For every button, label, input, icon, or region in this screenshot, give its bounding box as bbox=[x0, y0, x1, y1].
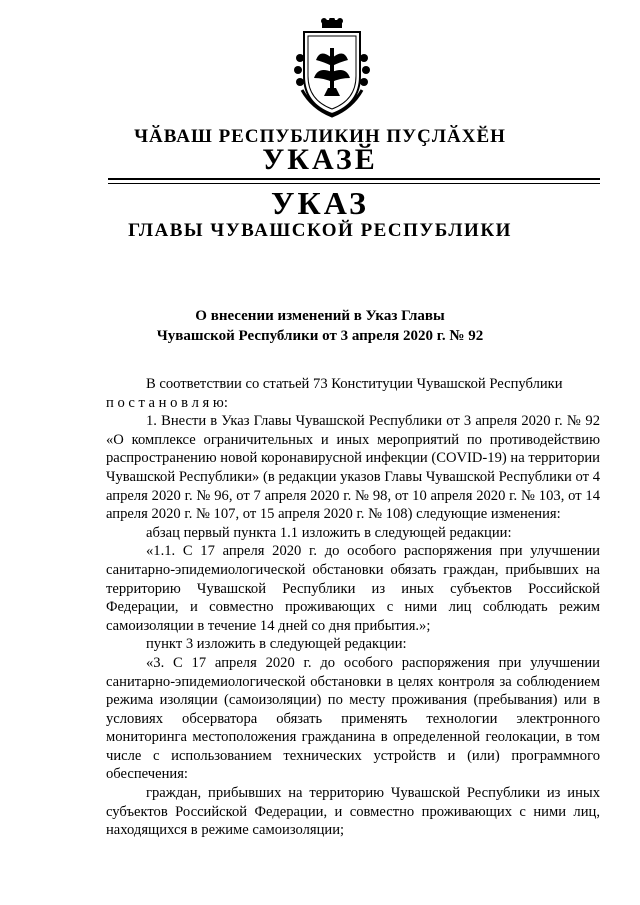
document-body bbox=[106, 375, 600, 840]
paragraph-item-3-citizens: граждан, прибывших на территорию Чувашской Республики из иных субъектов Российской Федерации, и совместно проживающих с ними лиц, находящихся в режиме самоизоляции; bbox=[106, 785, 600, 839]
russian-header-line1: УКАЗ bbox=[271, 185, 369, 221]
paragraph-item-3-text: «3. С 17 апреля 2020 г. до особого распоряжения при улучшении санитарно-эпидемиологической обстановки в целях контроля за соблюдением режима изоляции (самоизоляции) по месту проживания (пребывания) или в условиях обсерватора обязать применять технологии электронного мониторинга местоположения гражданина в определенной геолокации, в том числе с использованием технических устройств и (или) программного обеспечения: bbox=[106, 654, 600, 783]
paragraph-item-1-1-intro: абзац первый пункта 1.1 изложить в следующей редакции: bbox=[146, 524, 512, 541]
subject-line1: О внесении изменений в Указ Главы bbox=[195, 308, 445, 324]
paragraph-preamble: В соответствии со статьей 73 Конституции Чувашской Республики bbox=[146, 376, 563, 392]
chuvash-header-line2: УКАЗӖ bbox=[262, 143, 378, 176]
subject-line2: Чувашской Республики от 3 апреля 2020 г. № 92 bbox=[156, 328, 484, 344]
chuvash-header-line1: ЧӐВАШ РЕСПУБЛИКИН ПУҪЛӐХӖН bbox=[134, 126, 506, 147]
paragraph-item-1-1-text: «1.1. С 17 апреля 2020 г. до особого распоряжения при улучшении санитарно-эпидемиологической обстановки обязать граждан, прибывших на территорию Чувашской Республики из иных субъектов Российской Федерации, и совместно проживающих с ними лиц соблюдать режим самоизоляции в течение 14 дней со дня прибытия.»; bbox=[106, 543, 600, 634]
header-divider-thin bbox=[108, 183, 600, 184]
paragraph-decree-word: п о с т а н о в л я ю: bbox=[106, 394, 228, 411]
paragraph-item-1: 1. Внести в Указ Главы Чувашской Республики от 3 апреля 2020 г. № 92 «О комплексе ограничительных и иных мероприятий по противодействию распространению новой коронавирусной инфекции (COVID-19) на территории Чувашской Республики» (в редакции указов Главы Чувашской Республики от 4 апреля 2020 г. № 96, от 7 апреля 2020 г. № 98, от 10 апреля 2020 г. № 103, от 14 апреля 2020 г. № 107, от 15 апреля 2020 г. № 108) следующие изменения: bbox=[106, 413, 600, 523]
paragraph-item-3-intro: пункт 3 изложить в следующей редакции: bbox=[146, 636, 407, 653]
russian-header-line2: ГЛАВЫ ЧУВАШСКОЙ РЕСПУБЛИКИ bbox=[128, 220, 512, 241]
coat-of-arms-icon bbox=[290, 18, 374, 118]
document-subject bbox=[0, 306, 640, 346]
header-divider bbox=[108, 178, 600, 180]
